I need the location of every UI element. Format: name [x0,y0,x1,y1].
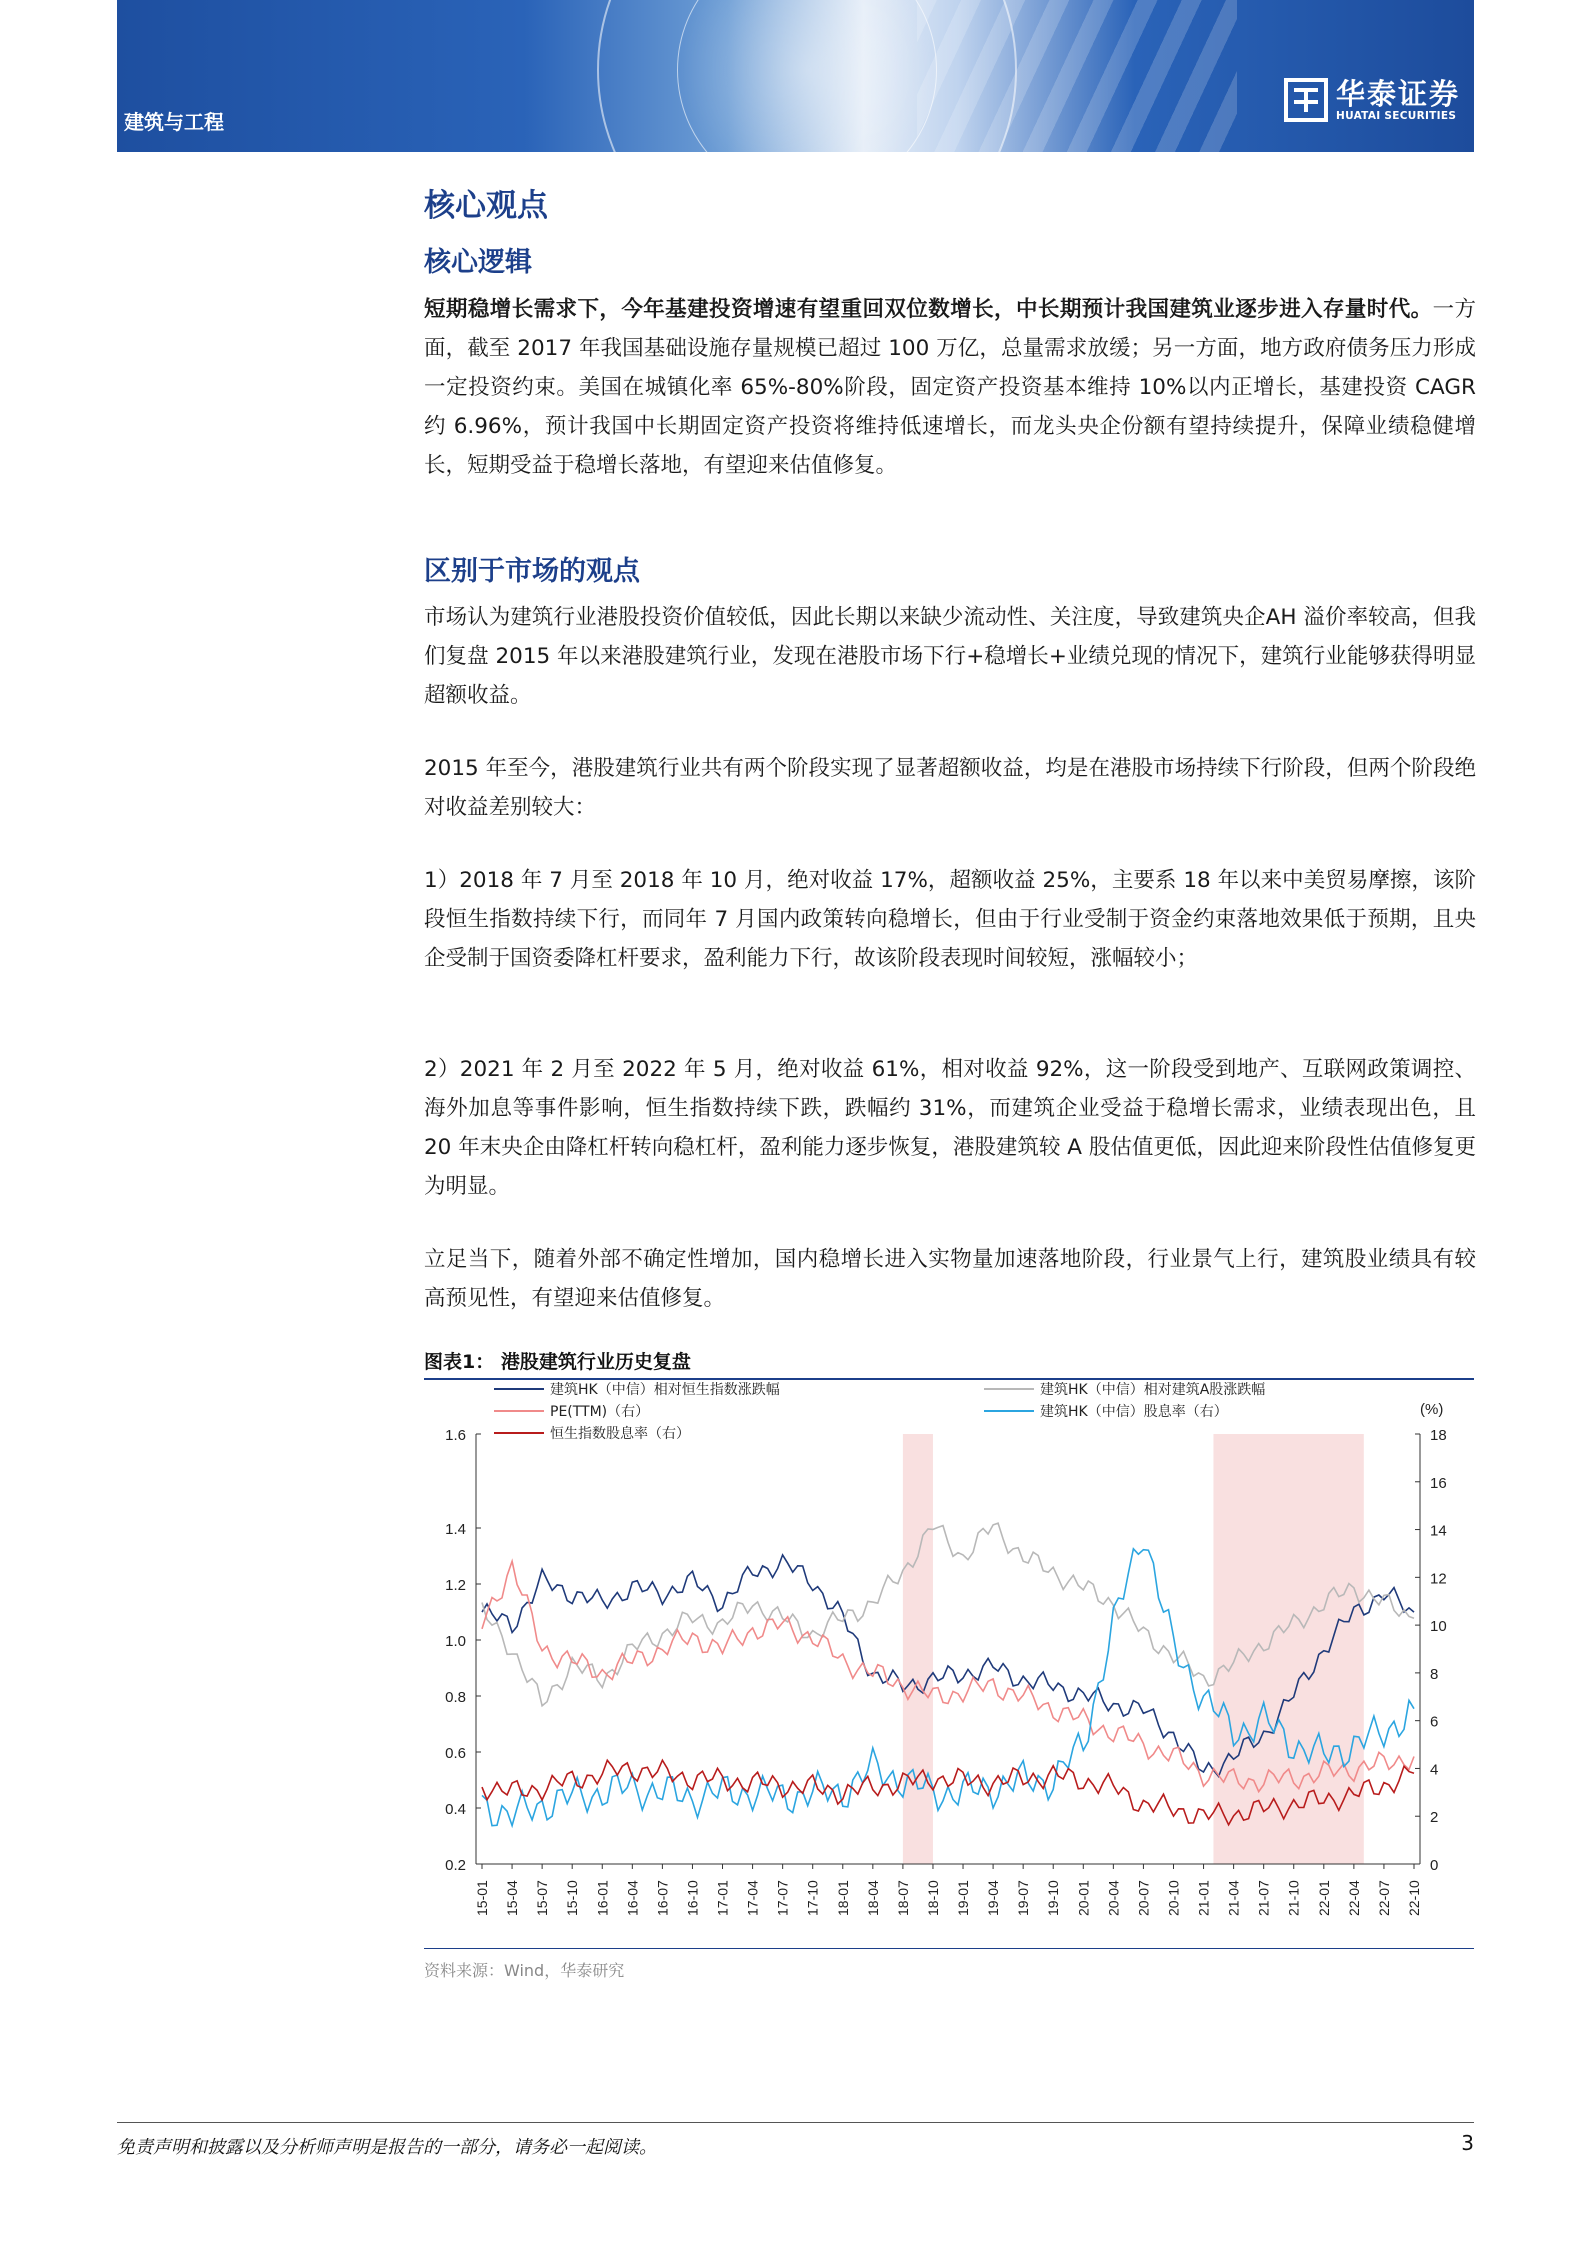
x-tick-label: 18-04 [864,1880,881,1916]
right-tick-label: 16 [1430,1474,1447,1492]
diff-title: 区别于市场的观点 [424,556,640,587]
logic-paragraph-body: 一方面，截至 2017 年我国基础设施存量规模已超过 100 万亿，总量需求放缓；另一方面，地方政府债务压力形成一定投资约束。美国在城镇化率 65%-80%阶段，固定资产投资基本维持 10%以内正增长，基建投资 CAGR 约 6.96%，预计我国中长期固定资产投资将维持低速增长，而龙头央企份额有望持续提升，保障业绩稳健增长，短期受益于稳增长落地，有望迎来估值修复。 [424,297,1476,478]
x-tick-label: 18-01 [834,1880,851,1916]
left-tick-label: 1.6 [445,1427,466,1444]
x-tick-label: 15-04 [504,1880,521,1916]
shaded-period [1213,1434,1363,1864]
x-tick-label: 16-01 [594,1880,611,1916]
brand-logo [1284,78,1460,122]
brand-name-cn: 华泰证券 [1335,77,1460,111]
x-tick-label: 19-10 [1045,1880,1062,1916]
banner-decoration [917,0,1237,152]
x-tick-label: 19-07 [1015,1880,1032,1916]
x-tick-label: 22-10 [1406,1880,1422,1916]
left-tick-label: 1.4 [445,1521,466,1538]
right-tick-label: 4 [1430,1761,1439,1779]
x-tick-label: 15-01 [474,1880,490,1916]
legend-label: PE(TTM)（右） [550,1404,650,1420]
left-tick-label: 1.0 [445,1633,466,1650]
right-tick-label: 12 [1430,1570,1447,1588]
left-tick-label: 0.6 [445,1745,466,1762]
logic-paragraph-lead: 短期稳增长需求下，今年基建投资增速有望重回双位数增长，中长期预计我国建筑业逐步进入存量时代。 [424,297,1433,322]
diff-paragraph-4: 2）2021 年 2 月至 2022 年 5 月，绝对收益 61%，相对收益 92%，这一阶段受到地产、互联网政策调控、海外加息等事件影响，恒生指数持续下跌，跌幅约 31%，而建筑企业受益于稳增长需求，业绩表现出色，且 20 年末央企由降杠杆转向稳杠杆，盈利能力逐步恢复，港股建筑较 A 股估值更低，因此迎来阶段性估值修复更为明显。 [424,1057,1476,1199]
source-divider [424,1948,1474,1949]
x-tick-label: 21-07 [1255,1880,1272,1916]
x-tick-label: 18-10 [924,1880,941,1916]
shaded-period [903,1434,933,1864]
right-tick-label: 10 [1430,1618,1447,1636]
x-tick-label: 16-10 [684,1880,701,1916]
footer-disclaimer: 免责声明和披露以及分析师声明是报告的一部分，请务必一起阅读。 [117,2137,657,2158]
legend-label: 建筑HK（中信）相对恒生指数涨跌幅 [550,1382,780,1398]
x-tick-label: 22-01 [1315,1880,1332,1916]
diff-paragraph-5: 立足当下，随着外部不确定性增加，国内稳增长进入实物量加速落地阶段，行业景气上行，建筑股业绩具有较高预见性，有望迎来估值修复。 [424,1247,1476,1311]
left-tick-label: 0.8 [445,1689,466,1706]
diff-paragraph-2: 2015 年至今，港股建筑行业共有两个阶段实现了显著超额收益，均是在港股市场持续下行阶段，但两个阶段绝对收益差别较大： [424,756,1476,820]
logic-title: 核心逻辑 [424,247,532,278]
x-tick-label: 22-04 [1345,1880,1362,1916]
x-tick-label: 20-04 [1105,1880,1122,1916]
x-tick-label: 21-04 [1225,1880,1242,1916]
x-tick-label: 16-07 [654,1880,671,1916]
footer-divider [117,2122,1474,2123]
banner-decoration [677,0,937,152]
right-tick-label: 14 [1430,1522,1447,1540]
logic-paragraph [424,290,1476,485]
history-chart [424,1382,1474,1946]
x-tick-label: 18-07 [894,1880,911,1916]
figure-title: 图表1： 港股建筑行业历史复盘 [424,1344,1474,1380]
x-tick-label: 16-04 [624,1880,641,1916]
section-title: 核心观点 [424,188,548,224]
x-tick-label: 17-07 [774,1880,791,1916]
header-banner [117,0,1474,152]
x-tick-label: 17-01 [714,1880,731,1916]
right-tick-label: 8 [1430,1665,1439,1683]
diff-paragraph-1: 市场认为建筑行业港股投资价值较低，因此长期以来缺少流动性、关注度，导致建筑央企AH 溢价率较高，但我们复盘 2015 年以来港股建筑行业，发现在港股市场下行+稳增长+业绩兑现的情况下，建筑行业能够获得明显超额收益。 [424,605,1476,708]
x-tick-label: 20-01 [1075,1880,1092,1916]
x-tick-label: 19-01 [955,1880,972,1916]
x-tick-label: 17-04 [744,1880,761,1916]
brand-name-en: HUATAI SECURITIES [1335,110,1457,122]
source-note: 资料来源：Wind，华泰研究 [424,1961,625,1980]
x-tick-label: 22-07 [1375,1880,1392,1916]
left-tick-label: 1.2 [445,1577,466,1594]
x-tick-label: 20-07 [1135,1880,1152,1916]
right-axis-unit: (%) [1420,1401,1444,1418]
right-tick-label: 6 [1430,1713,1439,1731]
x-tick-label: 19-04 [985,1880,1002,1916]
left-tick-label: 0.4 [445,1801,466,1818]
diff-paragraph-3: 1）2018 年 7 月至 2018 年 10 月，绝对收益 17%，超额收益 25%，主要系 18 年以来中美贸易摩擦，该阶段恒生指数持续下行，而同年 7 月国内政策转向稳增长，但由于行业受制于资金约束落地效果低于预期，且央企受制于国资委降杠杆要求，盈利能力下行，故该阶段表现时间较短，涨幅较小； [424,868,1476,971]
logo-icon [1284,78,1328,122]
x-tick-label: 20-10 [1165,1880,1182,1916]
x-tick-label: 21-01 [1195,1880,1212,1916]
right-tick-label: 18 [1430,1427,1447,1444]
right-tick-label: 2 [1430,1809,1439,1827]
sector-label: 建筑与工程 [124,110,224,134]
legend-label: 建筑HK（中信）股息率（右） [1040,1404,1228,1420]
x-tick-label: 17-10 [804,1880,821,1916]
x-tick-label: 21-10 [1285,1880,1302,1916]
left-tick-label: 0.2 [445,1857,466,1874]
x-tick-label: 15-07 [534,1880,551,1916]
x-tick-label: 15-10 [564,1880,581,1916]
right-tick-label: 0 [1430,1857,1439,1874]
legend-label: 恒生指数股息率（右） [550,1426,690,1442]
legend-label: 建筑HK（中信）相对建筑A股涨跌幅 [1040,1382,1266,1398]
page-number: 3 [1461,2131,1474,2155]
